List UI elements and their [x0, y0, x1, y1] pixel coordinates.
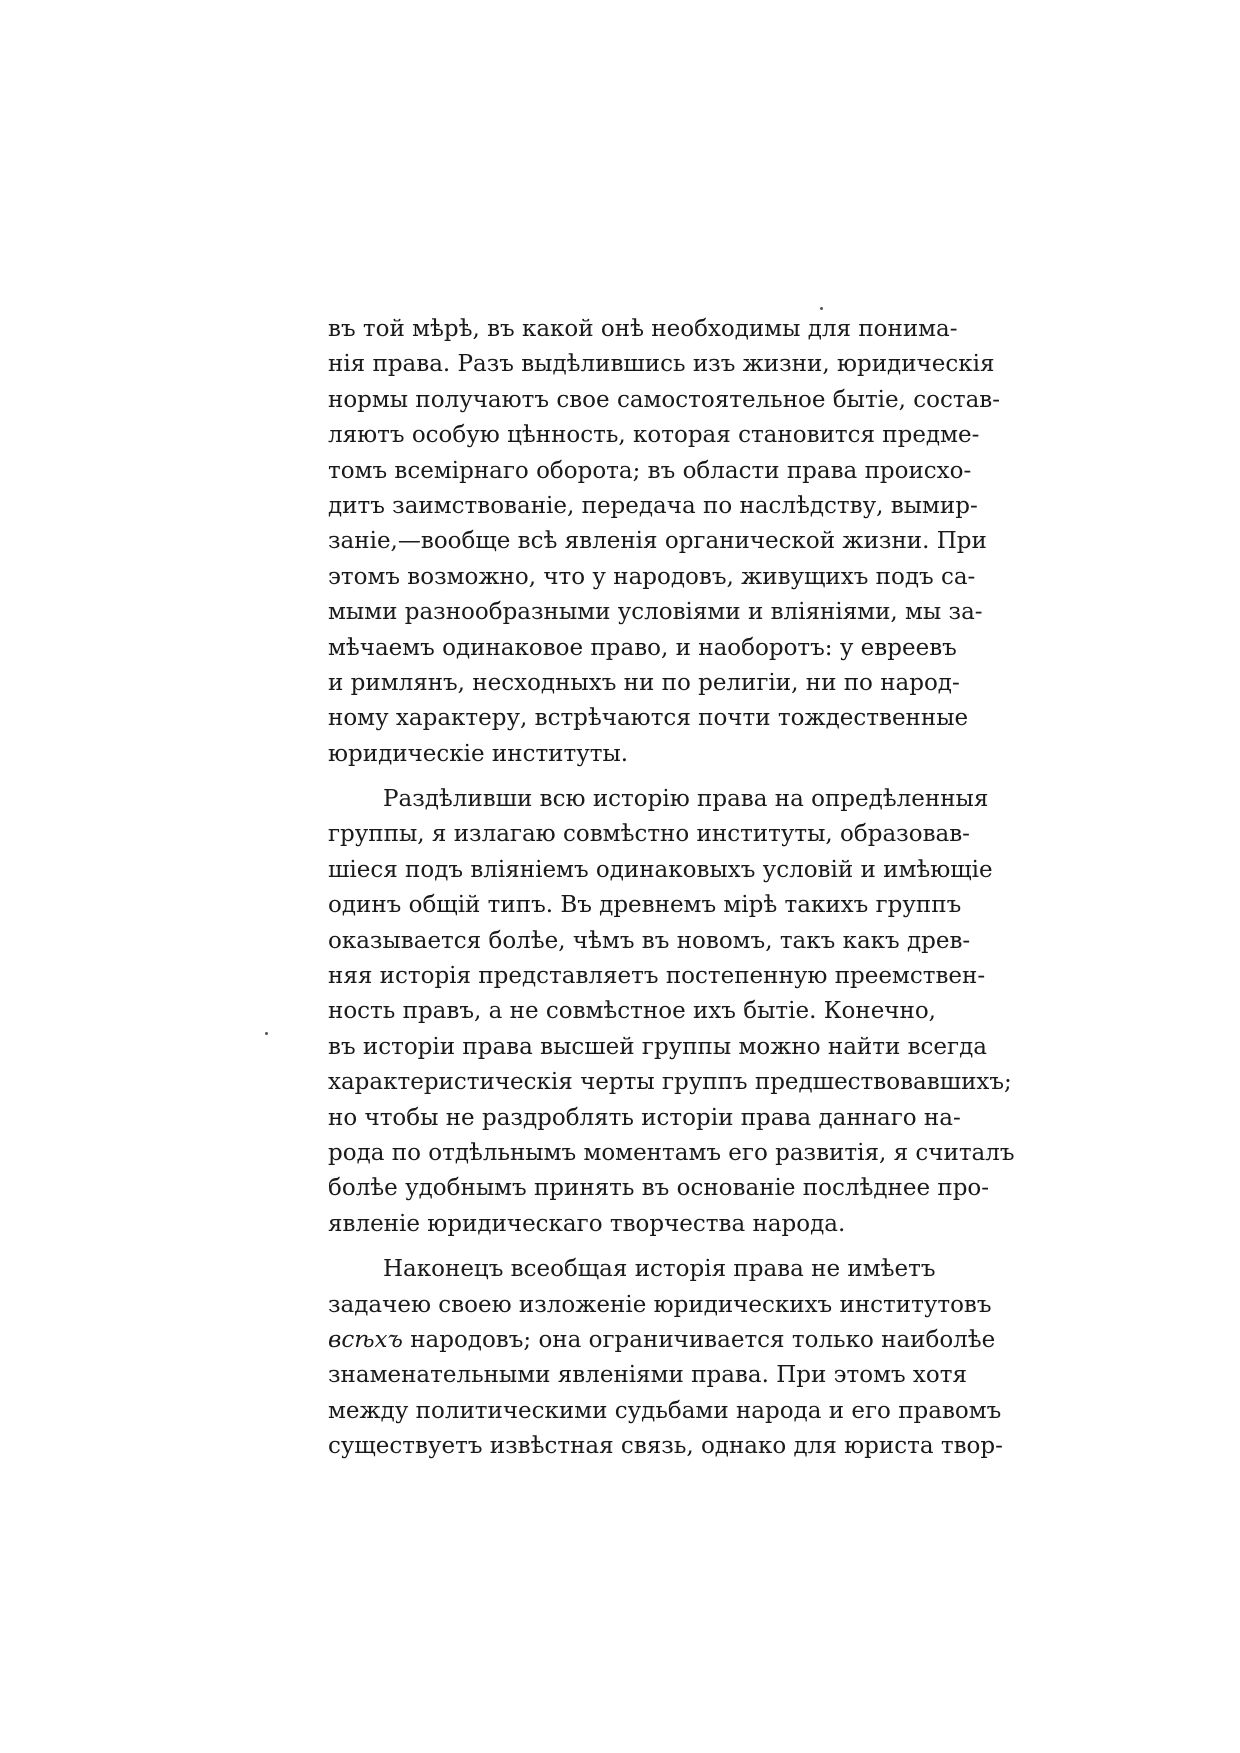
text-line: знаменательными явленіями права. При этомъ хотя — [328, 1362, 967, 1389]
paragraph-1 — [328, 312, 1001, 772]
text-line: задачею своею изложеніе юридическихъ институтовъ — [328, 1291, 992, 1318]
text-line: оказывается болѣе, чѣмъ въ новомъ, такъ какъ древ- — [328, 927, 971, 954]
paragraph-3 — [328, 1252, 1003, 1464]
text-line: въ исторіи права высшей группы можно найти всегда — [328, 1033, 987, 1060]
text-line: нія права. Разъ выдѣлившись изъ жизни, юридическія — [328, 351, 995, 378]
text-line: Наконецъ всеобщая исторія права не имѣетъ — [383, 1256, 936, 1283]
text-line: дитъ заимствованіе, передача по наслѣдству, вымир- — [328, 492, 978, 519]
text-line: явленіе юридическаго творчества народа. — [328, 1210, 846, 1237]
text-line: группы, я излагаю совмѣстно институты, образовав- — [328, 821, 970, 848]
text-line: въ той мѣрѣ, въ какой онѣ необходимы для понима- — [328, 316, 958, 342]
text-line: и римлянъ, несходныхъ ни по религіи, ни по народ- — [328, 669, 960, 696]
text-line: ному характеру, встрѣчаются почти тождественные — [328, 705, 969, 732]
text-line: но чтобы не раздроблять исторіи права даннаго на- — [328, 1104, 961, 1131]
text-line: шіеся подъ вліяніемъ одинаковыхъ условій и имѣющіе — [328, 856, 993, 883]
text-line: болѣе удобнымъ принять въ основаніе послѣднее про- — [328, 1175, 990, 1202]
scan-speck — [265, 1032, 268, 1035]
text-line: одинъ общій типъ. Въ древнемъ мірѣ такихъ группъ — [328, 892, 962, 919]
body-text — [328, 312, 1015, 1465]
paragraph-gap — [328, 1242, 932, 1252]
text-line-with-italic — [328, 1323, 996, 1358]
text-line: юридическіе институты. — [328, 740, 629, 767]
paragraph-2 — [328, 782, 1015, 1242]
text-line: ляютъ особую цѣнность, которая становится предме- — [328, 422, 980, 449]
text-line: заніе,—вообще всѣ явленія органической жизни. При — [328, 528, 987, 555]
paragraph-gap — [328, 772, 932, 782]
text-line: томъ всемірнаго оборота; въ области права происхо- — [328, 457, 972, 484]
text-line: мѣчаемъ одинаковое право, и наоборотъ: у евреевъ — [328, 634, 957, 661]
text-line: нормы получаютъ свое самостоятельное бытіе, состав- — [328, 386, 1001, 413]
text-line: няя исторія представляетъ постепенную преемствен- — [328, 963, 986, 990]
text-line: Раздѣливши всю исторію права на опредѣленныя — [383, 786, 989, 813]
text-line: характеристическія черты группъ предшествовавшихъ; — [328, 1069, 1012, 1096]
italic-word: всѣхъ — [328, 1326, 403, 1353]
text-line: ность правъ, а не совмѣстное ихъ бытіе. Конечно, — [328, 998, 936, 1025]
text-line: этомъ возможно, что у народовъ, живущихъ подъ са- — [328, 563, 976, 590]
text-line: рода по отдѣльнымъ моментамъ его развитія, я считалъ — [328, 1139, 1015, 1166]
text-line: мыми разнообразными условіями и вліяніями, мы за- — [328, 599, 983, 626]
text-line-rest: народовъ; она ограничивается только наиболѣе — [410, 1326, 996, 1353]
scan-speck — [820, 307, 823, 310]
text-line: между политическими судьбами народа и его правомъ — [328, 1397, 1002, 1424]
text-line: существуетъ извѣстная связь, однако для юриста твор- — [328, 1433, 1003, 1460]
